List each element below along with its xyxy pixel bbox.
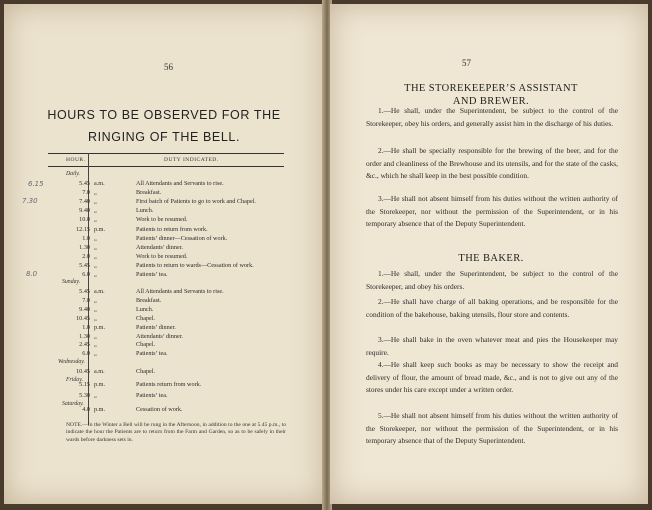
right-page xyxy=(330,4,648,504)
duty-text: Patients return from work. xyxy=(136,381,202,388)
baker-para-1: 1.—He shall, under the Superintendent, be subject to the control of the Storekeeper, and obey his orders. xyxy=(366,269,618,291)
page-title-line2: RINGING OF THE BELL. xyxy=(87,130,241,144)
schedule-row xyxy=(48,180,288,189)
duty-text: Lunch. xyxy=(136,207,154,215)
table-top-rule xyxy=(48,153,284,154)
duty-text: First batch of Patients to go to work and Chapel. xyxy=(136,198,256,206)
duty-text: Breakfast. xyxy=(136,189,162,197)
day-label-daily: Daily. xyxy=(66,171,81,177)
column-header-duty: DUTY INDICATED. xyxy=(164,157,219,163)
duty-text: Patients’ tea. xyxy=(136,350,168,358)
schedule-row xyxy=(48,244,288,253)
duty-text: Patients’ dinner. xyxy=(136,323,176,331)
storekeeper-para-2: 2.—He shall be specially responsible for the brewing of the beer, and for the order and cleanliness of the Brewhouse and its utensils, and for the state of the casks, &c., which he shall keep in the best possible condition. xyxy=(366,146,618,181)
schedule-row xyxy=(48,341,288,350)
schedule-row xyxy=(48,350,288,359)
duty-text: Chapel. xyxy=(136,341,156,349)
schedule-row xyxy=(48,189,288,198)
hour-value: 7.0 xyxy=(82,189,90,197)
am-pm-marker: „ xyxy=(94,207,97,215)
schedule-row xyxy=(48,235,288,244)
am-pm-marker: p.m. xyxy=(94,406,106,413)
day-label-sunday: Sunday. xyxy=(62,279,81,285)
hour-value: 5.45 xyxy=(79,261,90,269)
duty-text: Chapel. xyxy=(136,368,156,375)
schedule-row xyxy=(48,315,288,324)
day-label-wednesday: Wednesday. xyxy=(58,359,85,365)
duty-text: Lunch. xyxy=(136,305,154,313)
baker-para-4: 4.—He shall keep such books as may be necessary to show the receipt and delivery of flour, the amount of bread made, &c., and is not to give out any of the stores under his care except under a written order. xyxy=(366,360,618,395)
am-pm-marker: „ xyxy=(94,234,97,242)
am-pm-marker: a.m. xyxy=(94,368,105,375)
duty-text: Work to be resumed. xyxy=(136,252,188,260)
left-page xyxy=(4,4,324,504)
schedule-row xyxy=(48,324,288,333)
hour-value: 1.0 xyxy=(82,234,90,242)
hour-value: 1.0 xyxy=(82,323,90,331)
am-pm-marker: „ xyxy=(94,198,97,206)
page-number-left: 56 xyxy=(164,62,173,72)
duty-text: Work to be resumed. xyxy=(136,216,188,224)
am-pm-marker: „ xyxy=(94,216,97,224)
hour-value: 6.0 xyxy=(82,350,90,358)
hour-value: 5.15 xyxy=(79,381,90,388)
am-pm-marker: „ xyxy=(94,252,97,260)
am-pm-marker: p.m. xyxy=(94,323,106,331)
hour-value: 7.40 xyxy=(79,198,90,206)
schedule-row xyxy=(48,271,288,280)
hour-value: 12.15 xyxy=(76,225,90,233)
column-header-hour: HOUR. xyxy=(66,157,86,163)
am-pm-marker: „ xyxy=(94,391,97,399)
pencil-annotation: 6.15 xyxy=(28,180,44,188)
section-title-storekeeper-line1: THE STOREKEEPER’S ASSISTANT xyxy=(404,83,578,94)
am-pm-marker: „ xyxy=(94,350,97,358)
page-title-line1: HOURS TO BE OBSERVED FOR THE xyxy=(47,108,281,122)
schedule-row xyxy=(48,381,288,390)
section-title-storekeeper-line2: AND BREWER. xyxy=(452,96,530,107)
hour-value: 5.45 xyxy=(79,288,90,295)
schedule-row xyxy=(48,288,288,297)
duty-text: Attendants’ dinner. xyxy=(136,332,183,340)
schedule-row xyxy=(48,207,288,216)
am-pm-marker: a.m. xyxy=(94,180,105,187)
storekeeper-para-3: 3.—He shall not absent himself from his duties without the written authority of the Storekeeper, nor without the permission of the Superintendent, or in his temporary absence that of the Deputy Superintendent. xyxy=(366,194,618,229)
schedule-row xyxy=(48,406,288,415)
schedule-row xyxy=(48,262,288,271)
duty-text: Patients’ dinner—Cessation of work. xyxy=(136,234,228,242)
table-header-rule xyxy=(48,166,284,167)
storekeeper-para-1: 1.—He shall, under the Superintendent, be subject to the control of the Storekeeper, obey his orders, and generally assist him in the discharge of his duties. xyxy=(366,106,618,128)
schedule-row xyxy=(48,306,288,315)
hour-value: 1.30 xyxy=(79,332,90,340)
day-label-friday: Friday. xyxy=(66,377,83,383)
duty-text: Breakfast. xyxy=(136,296,162,304)
schedule-row xyxy=(48,226,288,235)
am-pm-marker: „ xyxy=(94,189,97,197)
duty-text: Patients to return from work. xyxy=(136,225,208,233)
hour-value: 5.45 xyxy=(79,180,90,187)
baker-para-2: 2.—He shall have charge of all baking operations, and be responsible for the condition of the bakehouse, baking utensils, flour store and contents. xyxy=(366,297,618,319)
schedule-row xyxy=(48,253,288,262)
hour-value: 10.45 xyxy=(76,368,90,375)
baker-para-5: 5.—He shall not absent himself from his duties without the written authority of the Storekeeper, nor without the permission of the Superintendent, or in his temporary absence that of the Deputy Superintendent. xyxy=(366,411,618,446)
hour-value: 5.30 xyxy=(79,391,90,399)
hour-value: 9.40 xyxy=(79,305,90,313)
am-pm-marker: p.m. xyxy=(94,381,106,388)
schedule-row xyxy=(48,216,288,225)
schedule-row xyxy=(48,392,288,401)
duty-text: Patients’ tea. xyxy=(136,271,168,278)
section-title-baker: THE BAKER. xyxy=(458,253,524,264)
schedule-row xyxy=(48,368,288,377)
am-pm-marker: „ xyxy=(94,296,97,304)
hour-value: 7.0 xyxy=(82,296,90,304)
page-number-right: 57 xyxy=(462,58,471,68)
hour-value: 10.0 xyxy=(79,216,90,224)
duty-text: Chapel. xyxy=(136,314,156,322)
hour-value: 2.0 xyxy=(82,252,90,260)
duty-text: All Attendants and Servants to rise. xyxy=(136,180,224,187)
winter-bell-note: NOTE.—In the Winter a Bell will be rung in the Afternoon, in addition to the one at 5.45 p.m., to indicate the hour the Patients are to return from the Farm and Garden, so as to be safely in their wards before darkness sets in. xyxy=(66,422,286,443)
am-pm-marker: „ xyxy=(94,261,97,269)
schedule-row xyxy=(48,333,288,342)
duty-text: Patients to return to wards—Cessation of work. xyxy=(136,261,254,269)
baker-para-3: 3.—He shall bake in the oven whatever meat and pies the Housekeeper may require. xyxy=(366,335,618,357)
pencil-annotation: 7.30 xyxy=(22,197,38,205)
am-pm-marker: „ xyxy=(94,314,97,322)
am-pm-marker: „ xyxy=(94,341,97,349)
schedule-row xyxy=(48,297,288,306)
duty-text: Patients’ tea. xyxy=(136,391,168,399)
am-pm-marker: „ xyxy=(94,271,97,278)
am-pm-marker: p.m. xyxy=(94,225,106,233)
am-pm-marker: „ xyxy=(94,305,97,313)
am-pm-marker: a.m. xyxy=(94,288,105,295)
hour-value: 1.30 xyxy=(79,243,90,251)
hour-value: 2.45 xyxy=(79,341,90,349)
hour-value: 4.0 xyxy=(82,406,90,413)
am-pm-marker: „ xyxy=(94,243,97,251)
hour-value: 10.45 xyxy=(76,314,90,322)
pencil-annotation: 8.0 xyxy=(26,270,38,278)
hour-value: 6.0 xyxy=(82,271,90,278)
am-pm-marker: „ xyxy=(94,332,97,340)
hour-value: 9.40 xyxy=(79,207,90,215)
schedule-row xyxy=(48,198,288,207)
day-label-saturday: Saturday. xyxy=(62,401,84,407)
duty-text: Attendants’ dinner. xyxy=(136,243,183,251)
duty-text: All Attendants and Servants to rise. xyxy=(136,288,224,295)
duty-text: Cessation of work. xyxy=(136,406,183,413)
